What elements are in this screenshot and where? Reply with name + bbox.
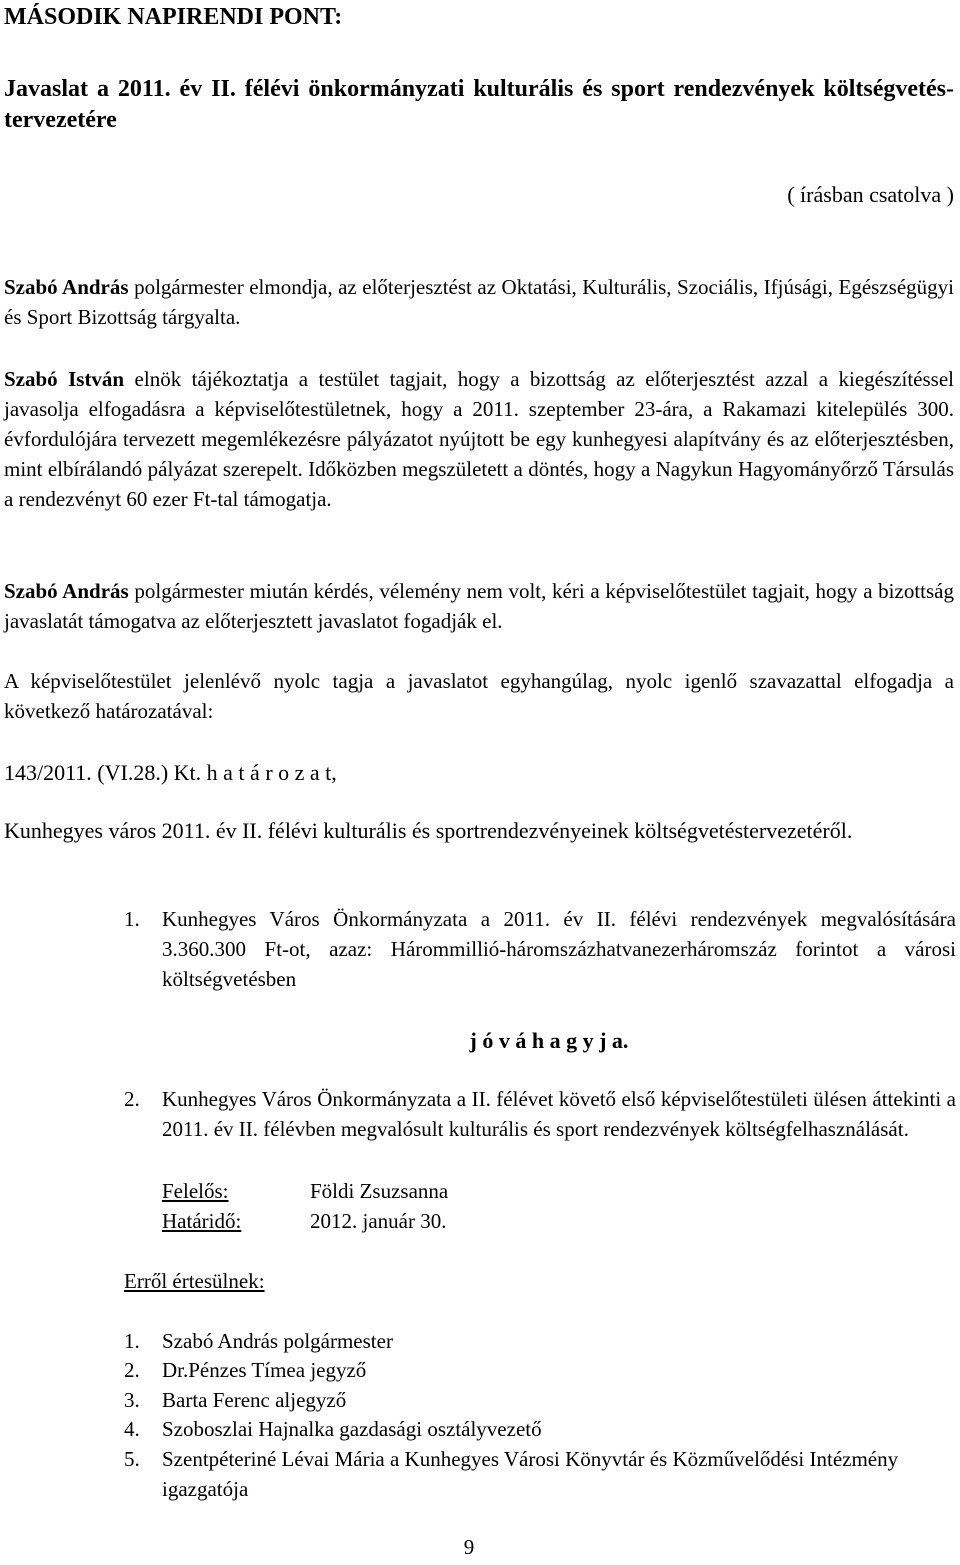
notified-item — [124, 1355, 956, 1385]
notified-text: Dr.Pénzes Tímea jegyző — [162, 1358, 367, 1382]
paragraph-text: polgármester miután kérdés, vélemény nem volt, kéri a képviselőtestület tagjait, hogy a bizottság javaslatát támogatva az előterjesztett javaslatot fogadják el. — [4, 579, 954, 633]
notified-item — [124, 1414, 956, 1444]
item-text: Kunhegyes Város Önkormányzata a II. félévet követő első képviselőtestületi ülésen áttekinti a 2011. év II. félévben megvalósult kulturális és sport rendezvények költségfelhasználását. — [162, 1087, 956, 1141]
paragraph-vote: A képviselőtestület jelenlévő nyolc tagja a javaslatot egyhangúlag, nyolc igenlő szavazattal elfogadja a következő határozatával: — [4, 669, 954, 723]
notified-item — [124, 1385, 956, 1415]
paragraph-text: polgármester elmondja, az előterjesztést az Oktatási, Kulturális, Szociális, Ifjúsági, Egészségügyi és Sport Bizottság tárgyalta. — [4, 275, 955, 329]
agenda-subject: Javaslat a 2011. év II. félévi önkormányzati kulturális és sport rendezvények költségvetés-tervezetére — [4, 76, 954, 133]
agenda-heading: MÁSODIK NAPIRENDI PONT: — [4, 4, 343, 30]
responsible-row — [162, 1176, 448, 1206]
resolution-line — [4, 758, 954, 788]
resolution-id: 143/2011. (VI.28.) Kt. — [4, 760, 202, 785]
paragraph-text: elnök tájékoztatja a testület tagjait, hogy a bizottság az előterjesztést azzal a kiegészítéssel javasolja elfogadásra a képviselőtestületnek, hogy a 2011. szeptember 23-ára, a Rakamazi kitelepülés 300. évfordulójára tervezett megemlékezésre pályázatot nyújtott be egy kunhegyesi alapítvány és az előterjesztésben, mint elbírálandó pályázat szerepelt. Időközben megszületett a döntés, hogy a Nagykun Hagyományőrző Társulás a rendezvényt 60 ezer Ft-tal támogatja. — [4, 367, 954, 511]
responsible-label: Felelős: — [162, 1179, 229, 1203]
item-number: 2. — [124, 1087, 140, 1111]
item-number: 1. — [124, 907, 140, 931]
paragraph-mayor-intro — [4, 272, 954, 332]
notified-text: Szoboszlai Hajnalka gazdasági osztályvezető — [162, 1417, 542, 1441]
deadline-label: Határidő: — [162, 1209, 242, 1233]
speaker-name: Szabó András — [4, 275, 129, 299]
speaker-name: Szabó András — [4, 579, 129, 603]
notified-item — [124, 1326, 956, 1356]
paragraph-mayor-request — [4, 576, 954, 636]
resolution-item — [124, 904, 956, 994]
notified-number: 2. — [124, 1358, 140, 1382]
page-number: 9 — [463, 1535, 475, 1559]
deadline-value: 2012. január 30. — [310, 1209, 447, 1233]
notified-text: Barta Ferenc aljegyző — [162, 1388, 347, 1412]
notified-text: Szentpéteriné Lévai Mária a Kunhegyes Városi Könyvtár és Közművelődési Intézmény igazgatója — [162, 1447, 899, 1501]
resolution-item — [124, 1084, 956, 1144]
paragraph-committee-chair — [4, 364, 954, 514]
notified-number: 3. — [124, 1388, 140, 1412]
notified-item — [124, 1444, 956, 1504]
notified-number: 4. — [124, 1417, 140, 1441]
notified-label: Erről értesülnek: — [124, 1269, 265, 1293]
speaker-name: Szabó István — [4, 367, 125, 391]
notified-number: 5. — [124, 1447, 140, 1471]
responsible-value: Földi Zsuzsanna — [310, 1179, 449, 1203]
resolution-word: h a t á r o z a t, — [206, 760, 337, 785]
notified-text: Szabó András polgármester — [162, 1329, 393, 1353]
item-text: Kunhegyes Város Önkormányzata a 2011. év II. félévi rendezvények megvalósítására 3.360.300 Ft-ot, azaz: Hárommillió-háromszázhatvanezerháromszáz forintot a városi költségvetésben — [162, 907, 956, 991]
approval-word: j ó v á h a g y j a. — [469, 1028, 629, 1053]
deadline-row — [162, 1206, 446, 1236]
notified-number: 1. — [124, 1329, 140, 1353]
attachment-note: ( írásban csatolva ) — [787, 182, 954, 207]
resolution-title: Kunhegyes város 2011. év II. félévi kulturális és sportrendezvényeinek költségvetéstervezetéről. — [4, 818, 853, 843]
